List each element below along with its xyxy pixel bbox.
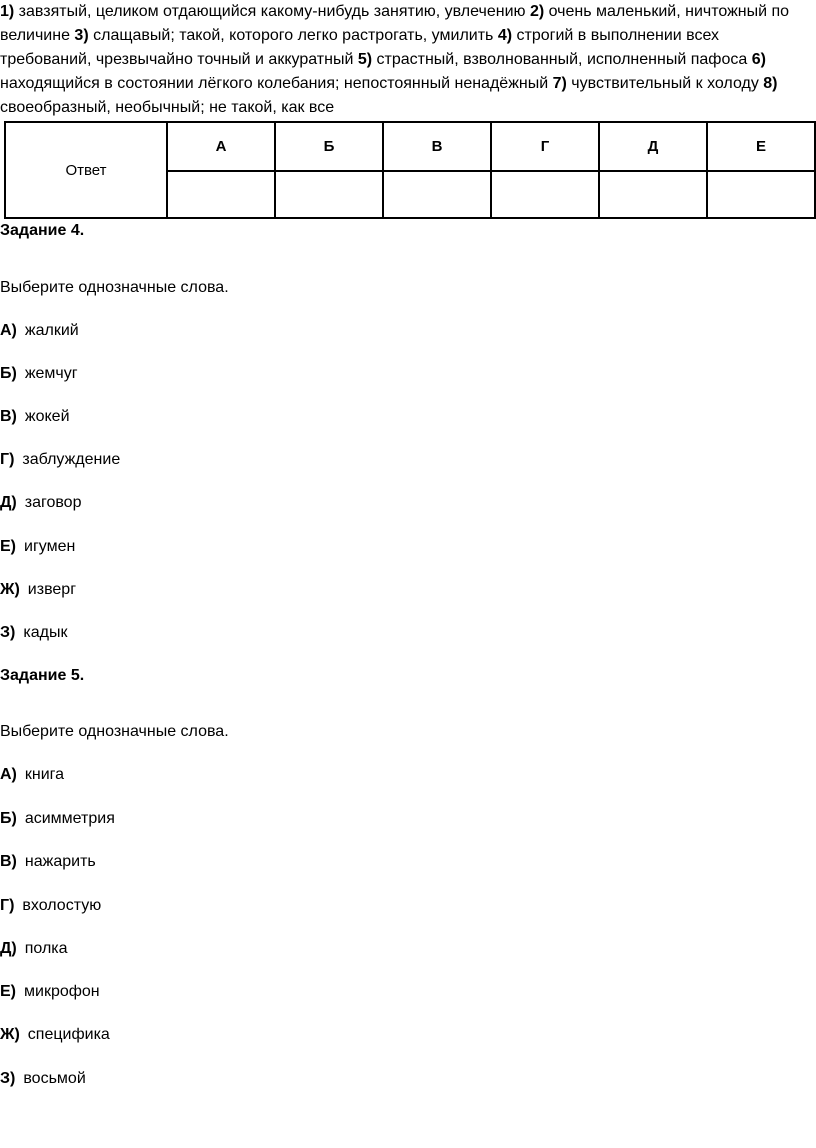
answer-column-header: Д <box>599 122 707 171</box>
definition-number: 6) <box>751 51 766 68</box>
option-letter: Ж) <box>0 581 20 598</box>
option-word: игумен <box>24 538 76 555</box>
definition-text: строгий в выполнении всех требований, чрезвычайно точный и аккуратный <box>0 27 720 68</box>
option-word: вхолостую <box>22 897 102 914</box>
definitions-paragraph <box>0 0 812 120</box>
option-letter: В) <box>0 853 17 870</box>
definition-number: 7) <box>552 75 567 92</box>
option-word: специфика <box>27 1026 110 1043</box>
option-letter: А) <box>0 766 17 783</box>
answer-cell[interactable] <box>167 171 275 218</box>
option-letter: Б) <box>0 365 17 382</box>
answer-cell[interactable] <box>275 171 383 218</box>
option-word: кадык <box>23 624 68 641</box>
answer-table <box>4 121 816 219</box>
answer-column-header: Е <box>707 122 815 171</box>
definition-text: страстный, взволнованный, исполненный пафоса <box>372 51 752 68</box>
task4-title: Задание 4. <box>0 222 85 239</box>
option-word: нажарить <box>24 853 96 870</box>
answer-row-label: Ответ <box>5 122 167 218</box>
option-letter: Г) <box>0 451 15 468</box>
option-letter: Д) <box>0 494 17 511</box>
task4-option <box>0 581 76 599</box>
answer-cell[interactable] <box>491 171 599 218</box>
option-word: жокей <box>24 408 70 425</box>
task4-option <box>0 538 75 556</box>
definition-number: 8) <box>763 75 778 92</box>
answer-column-header: Б <box>275 122 383 171</box>
answer-cell[interactable] <box>383 171 491 218</box>
definition-text: чувствительный к холоду <box>566 75 764 92</box>
definition-number: 3) <box>74 27 89 44</box>
option-letter: В) <box>0 408 17 425</box>
task4-option <box>0 322 79 340</box>
task4-option <box>0 365 78 383</box>
definition-text: очень маленький, ничтожный по величине <box>0 3 790 44</box>
option-letter: Ж) <box>0 1026 20 1043</box>
task5-option <box>0 853 96 871</box>
option-letter: З) <box>0 1070 16 1087</box>
option-word: микрофон <box>24 983 100 1000</box>
option-word: жемчуг <box>24 365 78 382</box>
task5-title: Задание 5. <box>0 667 85 684</box>
option-word: заговор <box>24 494 82 511</box>
answer-cell[interactable] <box>707 171 815 218</box>
option-word: полка <box>24 940 68 957</box>
task5-option <box>0 1070 86 1088</box>
option-word: асимметрия <box>24 810 115 827</box>
task4-option <box>0 624 67 642</box>
definition-number: 4) <box>497 27 513 44</box>
option-letter: Е) <box>0 538 16 555</box>
option-letter: Б) <box>0 810 17 827</box>
definition-text: завзятый, целиком отдающийся какому-нибудь занятию, увлечению <box>14 3 530 20</box>
option-word: жалкий <box>24 322 79 339</box>
option-letter: Д) <box>0 940 17 957</box>
task5-instruction: Выберите однозначные слова. <box>0 723 229 740</box>
definition-text: своеобразный, необычный; не такой, как все <box>0 99 335 116</box>
answer-cell[interactable] <box>599 171 707 218</box>
task5-option <box>0 940 68 958</box>
option-word: книга <box>24 766 65 783</box>
task4-instruction: Выберите однозначные слова. <box>0 279 229 296</box>
task5-option <box>0 897 101 915</box>
answer-column-header: А <box>167 122 275 171</box>
task4-option <box>0 408 70 426</box>
option-word: заблуждение <box>22 451 121 468</box>
option-letter: Е) <box>0 983 16 1000</box>
task4-option <box>0 494 81 512</box>
option-letter: Г) <box>0 897 15 914</box>
definition-text: находящийся в состоянии лёгкого колебания; непостоянный ненадёжный <box>0 75 553 92</box>
definition-number: 1) <box>0 3 15 20</box>
answer-column-header: В <box>383 122 491 171</box>
task5-option <box>0 810 115 828</box>
task4-option <box>0 451 120 469</box>
answer-column-header: Г <box>491 122 599 171</box>
definition-number: 5) <box>357 51 373 68</box>
option-word: изверг <box>27 581 77 598</box>
option-word: восьмой <box>23 1070 86 1087</box>
option-letter: А) <box>0 322 17 339</box>
option-letter: З) <box>0 624 16 641</box>
definition-text: слащавый; такой, которого легко растрогать, умилить <box>88 27 498 44</box>
definition-number: 2) <box>529 3 545 20</box>
task5-option <box>0 1026 110 1044</box>
task5-option <box>0 983 100 1001</box>
task5-option <box>0 766 64 784</box>
